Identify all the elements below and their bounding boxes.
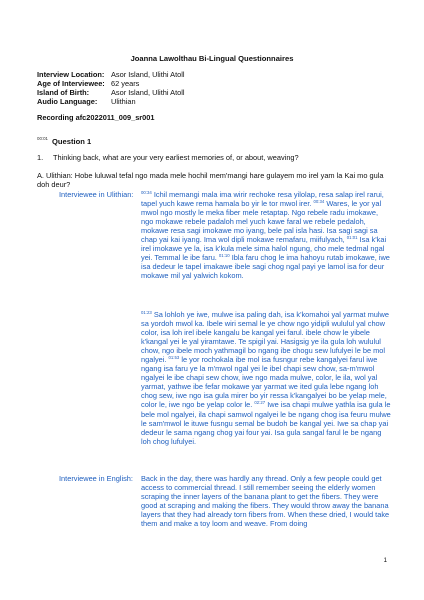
ulithian-answer-paragraph-2 (141, 310, 391, 446)
metadata-row (37, 88, 185, 97)
timestamp: 01:53 (168, 355, 180, 361)
recording-id: Recording afc2022011_009_sr001 (37, 113, 155, 122)
metadata-row (37, 97, 185, 106)
timestamp: 01:01 (346, 235, 358, 241)
transcript-segment: Wares, le yor yal mwol ngo mostly le meka fiber mele retaptap. Ngo rebele radu imokawe, ngo mokawe rebele padaloh mel yuch kawe faral we rebele pedaloh, mokawe resa sagi imokawe mo iyang, bele pal isla hasi. Isa sagi sagi sa chap yai kai iyang. Ima wol dipli mokawe remafaru, miifulyach, (141, 199, 382, 245)
page-number: 1 (383, 557, 387, 564)
metadata-value: 62 years (111, 79, 140, 88)
interview-metadata (37, 70, 185, 106)
question-text-row (37, 153, 299, 162)
metadata-value: Asor Island, Ulithi Atoll (111, 70, 185, 79)
transcript-segment: Ibla faru chog le ima hahoyu rutab imokawe, iwe isa dedeur le tapel imakawe ibele sagi chog ngal payi ye lamol isa for deur mokawe mil yal yalwich kokom. (141, 253, 390, 281)
metadata-label: Interview Location: (37, 70, 105, 79)
question-text: Thinking back, what are your very earliest memories of, or about, weaving? (53, 153, 299, 162)
document-title: Joanna Lawolthau Bi-Lingual Questionnaires (130, 54, 294, 63)
timestamp: 01:23 (141, 310, 152, 315)
question-number: 1. (37, 153, 44, 162)
speaker-label-ulithian: Interviewee in Ulithian: (59, 190, 134, 199)
metadata-label: Audio Language: (37, 97, 98, 106)
timestamp: 00:34 (141, 190, 152, 195)
question-timestamp: 00:01 (37, 136, 48, 141)
speaker-label-english: Interviewee in English: (59, 474, 133, 483)
ulithian-prompt: A. Ulithian: Hobe luluwal tefal ngo mada mele hochil mem'mangi hare gulayem mo irel yam la Kai mo gula doh deur? (37, 171, 384, 189)
transcript-segment: le yor rochokala ibe mol isa fusngur rebe kangalyei farul iwe ngang isa faru ye la m'mwol ngal yei le ibel chapi sew chow, sa-m'mwol ngalyei le ibe chapi sew chow, iwe ngo mada mulwe, color, le ila, wol yal yarmat, yathwe ibe fefar mokawe yar yarmat we ited gula lebe ngang loh chog sew, iwe ngo isa gula mirer bo yir ressa k'kangalyei bo be yelap mele, color le, iwe ngo be yelap color le. (141, 355, 387, 410)
metadata-label: Island of Birth: (37, 88, 90, 97)
metadata-label: Age of Interviewee: (37, 79, 105, 88)
transcript-segment: Iwe isa chapi mulwe yathla isa gula le bele mol ngalyei, ila chapi samwol ngalyei le be ngang chog isa feuru mulwe le sam'mwol le ituwe fusngu semal be budoh be kangal yei. Iwe sa chap yai dedeur le sama ngang chog yai four yai. Isa gula sangal farul le be ngang loh chog lufulyei. (141, 400, 391, 446)
transcript-segment: Isa k'kai irel imokawe ye la, isa k'kula mele sima halol ngung, cho mele tedmal ngal yei. Temmal le ibe faru. (141, 235, 387, 263)
transcript-segment: Ichil memangi mala ima wirir rechoke resa yilolap, resa salap irel rarui, tapel yuch kawe rema hamala bo yir le tor mwol irer. (141, 190, 384, 209)
timestamp: 02:27 (254, 400, 266, 406)
timestamp: 00:34 (313, 199, 325, 205)
transcript-segment: Sa lohloh ye iwe, mulwe isa paling dah, isa k'komahoi yal yarmat mulwe sa yordoh mwol ka. Ibele wiri semal le ye chow ngo yidipli wululul yal chow color, isa loh irel ibele kangalu be kangal yei farul. ibele chow le yibele k'kangal yei le yal yiramtawe. Te spigil yai. Hasigsig ye ila gula loh wululul chow, ngo ibele moch yathmagil bo ngang ibe chogu sew lufulyei le be mol ngalyei. (141, 310, 389, 365)
metadata-row (37, 70, 185, 79)
metadata-value: Ulithian (111, 97, 136, 106)
timestamp: 01:10 (218, 253, 230, 259)
metadata-row (37, 79, 185, 88)
question-heading: Question 1 (52, 137, 92, 146)
metadata-value: Asor Island, Ulithi Atoll (111, 88, 185, 97)
english-answer-paragraph: Back in the day, there was hardly any thread. Only a few people could get access to commercial thread. I still remember seeing the elderly women scraping the inner layers of the banana plant to get the fibers. They were good at scraping and making the fibers. They would throw away the banana layers that they had already torn fibers from. When these dried, I would take them and make a toy loom and weave. From doing (141, 474, 390, 529)
ulithian-answer-paragraph-1 (141, 190, 391, 280)
